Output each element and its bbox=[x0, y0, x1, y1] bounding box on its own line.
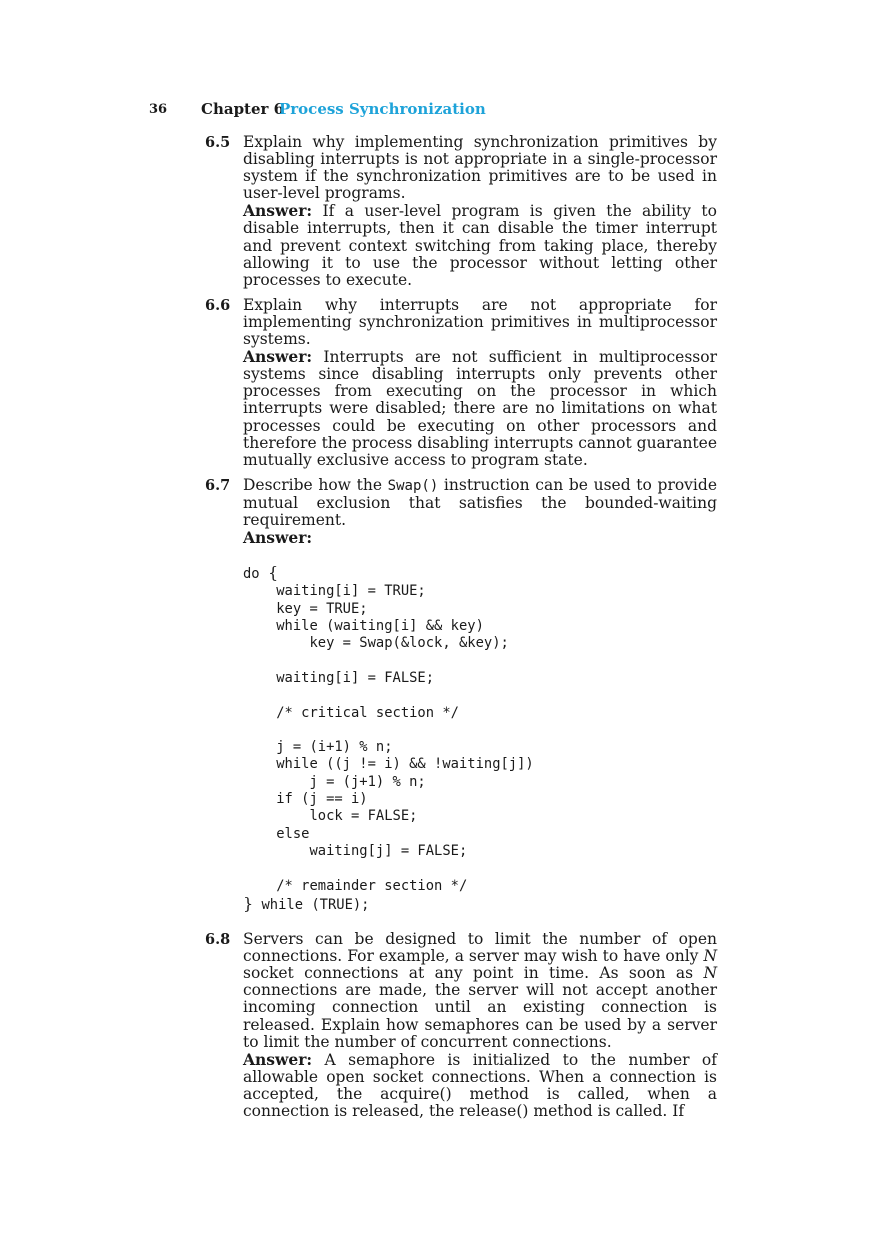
exercise-6-5 bbox=[205, 134, 717, 289]
exercise-number: 6.8 bbox=[205, 931, 231, 949]
code-while-clause: while (TRUE); bbox=[261, 896, 370, 913]
variable-n: N bbox=[703, 964, 717, 983]
exercise-number: 6.6 bbox=[205, 296, 231, 314]
code-open-brace: { bbox=[267, 563, 279, 583]
exercise-number: 6.5 bbox=[205, 134, 231, 151]
exercise-question: Explain why interrupts are not appropriate for implementing synchronization primitives in multiprocessor systems. bbox=[243, 295, 717, 349]
answer-label: Answer: bbox=[243, 347, 313, 367]
exercise-answer bbox=[243, 529, 717, 547]
exercise-6-6 bbox=[205, 297, 717, 469]
exercise-question: Explain why implementing synchronization primitives by disabling interrupts is not appropriate in a single-processor system if the synchronization primitives are to be used in user-level programs. bbox=[243, 133, 717, 203]
exercise-answer: Answer: A semaphore is initialized to the number of allowable open socket connections. When a connection is accepted, the acquire() method is called, when a connection is released, the release() method is called. If bbox=[243, 1049, 717, 1121]
answer-label: Answer: bbox=[243, 1049, 313, 1069]
code-do-keyword: do bbox=[243, 566, 260, 583]
code-body: waiting[i] = TRUE; key = TRUE; while (waiting[i] && key) key = Swap(&lock, &key); waiting[i] = FALSE; /* critical section */ j = (i+1) % n; while ((j != i) && !waiting[j]) j = (j+1) % n; if (j == i) lock = FALSE; else waiting[j] = FALSE; /* remainder section */ bbox=[276, 583, 534, 894]
exercise-6-7 bbox=[205, 477, 717, 914]
exercise-list bbox=[205, 134, 717, 1128]
exercise-number: 6.7 bbox=[205, 476, 231, 494]
running-header bbox=[0, 100, 880, 122]
exercise-6-8 bbox=[205, 931, 717, 1120]
exercise-question: Servers can be designed to limit the number of open connections. For example, a server may wish to have only N socket connections at any point in time. As soon as N connections are made, the server will not accept another incoming connection until an existing connection is released. Explain how semaphores can be used by a server to limit the number of concurrent connections. bbox=[243, 930, 717, 1051]
exercise-answer: Answer: If a user-level program is given the ability to disable interrupts, then it can disable the timer interrupt and prevent context switching from taking place, thereby allowing it to use the processor without letting other processes to execute. bbox=[243, 201, 717, 289]
code-listing bbox=[243, 564, 717, 914]
variable-n: N bbox=[703, 947, 717, 966]
exercise-question: Describe how the Swap() instruction can be used to provide mutual exclusion that satisfies the bounded-waiting requirement. bbox=[243, 475, 717, 529]
code-close-brace: } bbox=[243, 893, 254, 913]
page-number: 36 bbox=[149, 102, 168, 117]
answer-label: Answer: bbox=[243, 528, 313, 548]
swap-function-code: Swap() bbox=[387, 477, 439, 494]
chapter-title: Process Synchronization bbox=[279, 100, 486, 118]
chapter-label: Chapter 6 bbox=[201, 100, 285, 118]
exercise-answer: Answer: Interrupts are not sufficient in multiprocessor systems since disabling interrupts only prevents other processes from executing on the processor in which interrupts were disabled; there are no limitations on what processes could be executing on other processors and therefore the process disabling interrupts cannot guarantee mutually exclusive access to program state. bbox=[243, 347, 717, 469]
answer-label: Answer: bbox=[243, 201, 313, 221]
